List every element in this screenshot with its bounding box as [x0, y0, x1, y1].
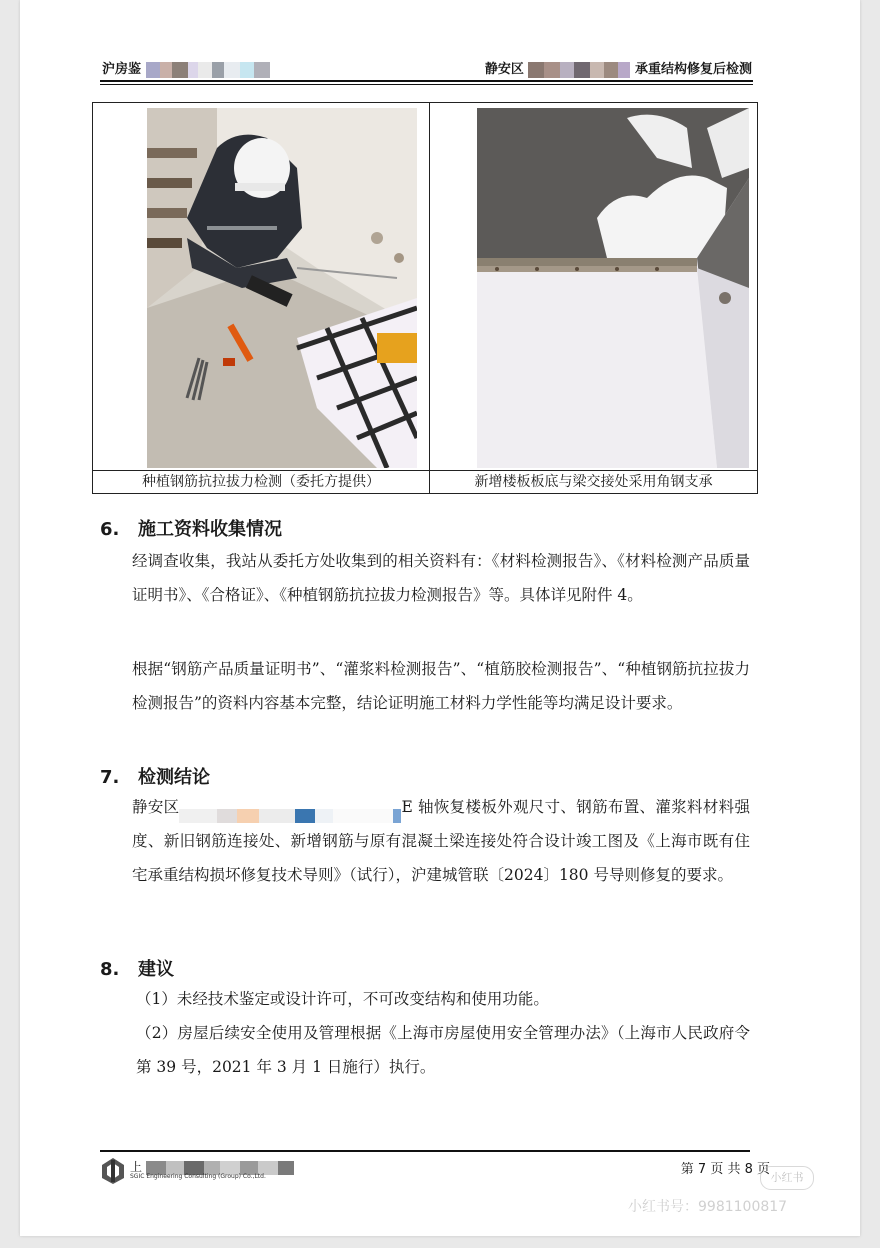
header-left [102, 58, 270, 78]
photo-table [92, 102, 758, 494]
header-right-suffix: 承重结构修复后检测 [634, 62, 752, 77]
photo-rebar-pullout-test [147, 108, 417, 468]
section-number: 8. [100, 959, 120, 980]
paragraph-text: 经调查收集，我站从委托方处收集到的相关资料有：《材料检测报告》、《材料检测产品质量证明书》、《合格证》、《种植钢筋抗拉拔力检测报告》等。具体详见附件 4。 [132, 552, 750, 604]
list-item: （1）未经技术鉴定或设计许可，不可改变结构和使用功能。 [136, 990, 549, 1008]
header-rule [100, 80, 753, 82]
redaction-mosaic [146, 62, 270, 78]
header-right [485, 58, 752, 78]
photo-caption-right: 新增楼板板底与梁交接处采用角钢支承 [474, 474, 713, 490]
section-7-heading [100, 763, 210, 789]
photo-angle-steel-support [477, 108, 749, 468]
section-8-item-2 [100, 1016, 750, 1084]
section-title: 施工资料收集情况 [138, 519, 282, 540]
section-8-heading [100, 955, 174, 981]
section-8-item-1 [100, 982, 750, 1016]
list-item: （2）房屋后续安全使用及管理根据《上海市房屋使用安全管理办法》（上海市人民政府令第 39 号，2021 年 3 月 1 日施行）执行。 [136, 1024, 750, 1076]
footer-company-subtitle: SGIC Engineering Consulting (Group) Co.,Ltd. [130, 1173, 266, 1180]
header-rule-thin [100, 84, 753, 85]
redaction-mosaic [528, 62, 630, 78]
footer-company-prefix: 上 [130, 1160, 143, 1174]
photo-caption-left: 种植钢筋抗拉拔力检测（委托方提供） [142, 474, 380, 490]
page-number: 第 7 页 共 8 页 [680, 1162, 770, 1177]
section-6-para-2 [100, 652, 750, 720]
header-right-prefix: 静安区 [484, 62, 524, 77]
section-title: 检测结论 [138, 767, 210, 788]
watermark-badge: 小红书 [760, 1166, 814, 1190]
section-number: 6. [100, 519, 120, 540]
section-title: 建议 [138, 959, 174, 980]
section-6-para-1 [100, 544, 750, 612]
redaction-mosaic [179, 801, 401, 815]
paragraph-text [100, 790, 750, 892]
footer-rule [100, 1150, 750, 1152]
page-header [102, 52, 752, 80]
section-number: 7. [100, 767, 120, 788]
company-logo-icon [98, 1156, 128, 1186]
section-6-heading [100, 515, 282, 541]
paragraph-start: 静安区 [132, 798, 180, 816]
header-left-text: 沪房鉴 [102, 62, 142, 77]
table-divider [429, 103, 430, 493]
section-7-para [100, 790, 750, 892]
watermark-text: 小红书号：9981100817 [628, 1199, 788, 1215]
paragraph-rest: E 轴恢复楼板外观尺寸、钢筋布置、灌浆料材料强度、新旧钢筋连接处、新增钢筋与原有混凝土梁连接处符合设计竣工图及《上海市既有住宅承重结构损坏修复技术导则》（试行），沪建城管联〔2024〕180 号导则修复的要求。 [132, 798, 750, 884]
paragraph-text: 根据“钢筋产品质量证明书”、“灌浆料检测报告”、“植筋胶检测报告”、“种植钢筋抗拉拔力检测报告”的资料内容基本完整，结论证明施工材料力学性能等均满足设计要求。 [132, 660, 750, 712]
